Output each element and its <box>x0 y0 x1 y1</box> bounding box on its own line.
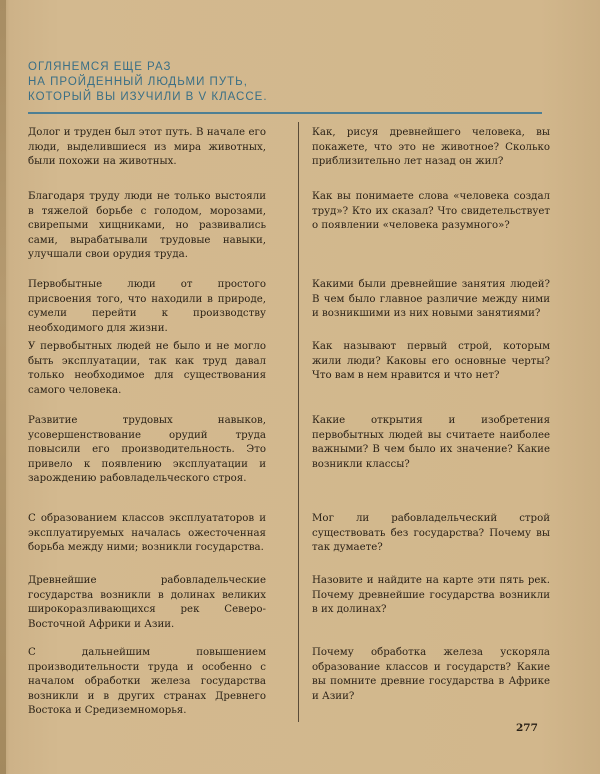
summary-paragraph: С дальнейшим повышением производительности труда и особенно с началом обработки железа государства возникли и в других странах Древнего Востока и Средиземноморья. <box>28 647 266 717</box>
summary-paragraph: Благодаря труду люди не только выстояли в тяжелой борьбе с голодом, морозами, свирепыми хищниками, но развивались сами, вырабатывали трудовые навыки, улучшали свои орудия труда. <box>28 191 266 261</box>
review-question: Почему обработка железа ускоряла образование классов и государств? Какие вы помните древние государства в Африке и Азии? <box>312 647 550 702</box>
review-question: Какими были древнейшие занятия людей? В чем было главное различие между ними и возникшими из них новыми занятиями? <box>312 279 550 320</box>
page-heading <box>28 60 528 105</box>
heading-line-2: НА ПРОЙДЕННЫЙ ЛЮДЬМИ ПУТЬ, <box>28 76 248 88</box>
summary-paragraph: С образованием классов эксплуататоров и эксплуатируемых началась ожесточенная борьба между ними; возникли государства. <box>28 513 266 554</box>
review-question: Какие открытия и изобретения первобытных людей вы считаете наиболее важными? В чем было их значение? Какие возникли классы? <box>312 415 550 470</box>
summary-paragraph: Развитие трудовых навыков, усовершенствование орудий труда повысили его производительность. Это привело к появлению эксплуатации и зарождению рабовладельческого строя. <box>28 415 266 485</box>
review-question: Как вы понимаете слова «человека создал труд»? Кто их сказал? Что свидетельствует о появлении «человека разумного»? <box>312 191 550 232</box>
column-divider <box>298 122 299 722</box>
summary-paragraph: У первобытных людей не было и не могло быть эксплуатации, так как труд давал только необходимое для существования самого человека. <box>28 341 266 396</box>
page-edge-shadow <box>0 0 6 774</box>
summary-paragraph: Долог и труден был этот путь. В начале его люди, выделившиеся из мира животных, были похожи на животных. <box>28 127 266 168</box>
review-question: Мог ли рабовладельческий строй существовать без государства? Почему вы так думаете? <box>312 513 550 554</box>
summary-paragraph: Древнейшие рабовладельческие государства возникли в долинах великих широкоразливающихся рек Северо-Восточной Африки и Азии. <box>28 575 266 630</box>
page-number: 277 <box>516 722 538 734</box>
heading-rule <box>28 112 542 114</box>
review-question: Назовите и найдите на карте эти пять рек. Почему древнейшие государства возникли в их долинах? <box>312 575 550 616</box>
heading-line-3: КОТОРЫЙ ВЫ ИЗУЧИЛИ В V КЛАССЕ. <box>28 91 268 103</box>
review-question: Как называют первый строй, которым жили люди? Каковы его основные черты? Что вам в нем нравится и что нет? <box>312 341 550 382</box>
review-question: Как, рисуя древнейшего человека, вы покажете, что это не животное? Сколько приблизительно лет назад он жил? <box>312 127 550 168</box>
summary-paragraph: Первобытные люди от простого присвоения того, что находили в природе, сумели перейти к производству необходимого для жизни. <box>28 279 266 334</box>
heading-line-1: ОГЛЯНЕМСЯ ЕЩЕ РАЗ <box>28 61 172 73</box>
